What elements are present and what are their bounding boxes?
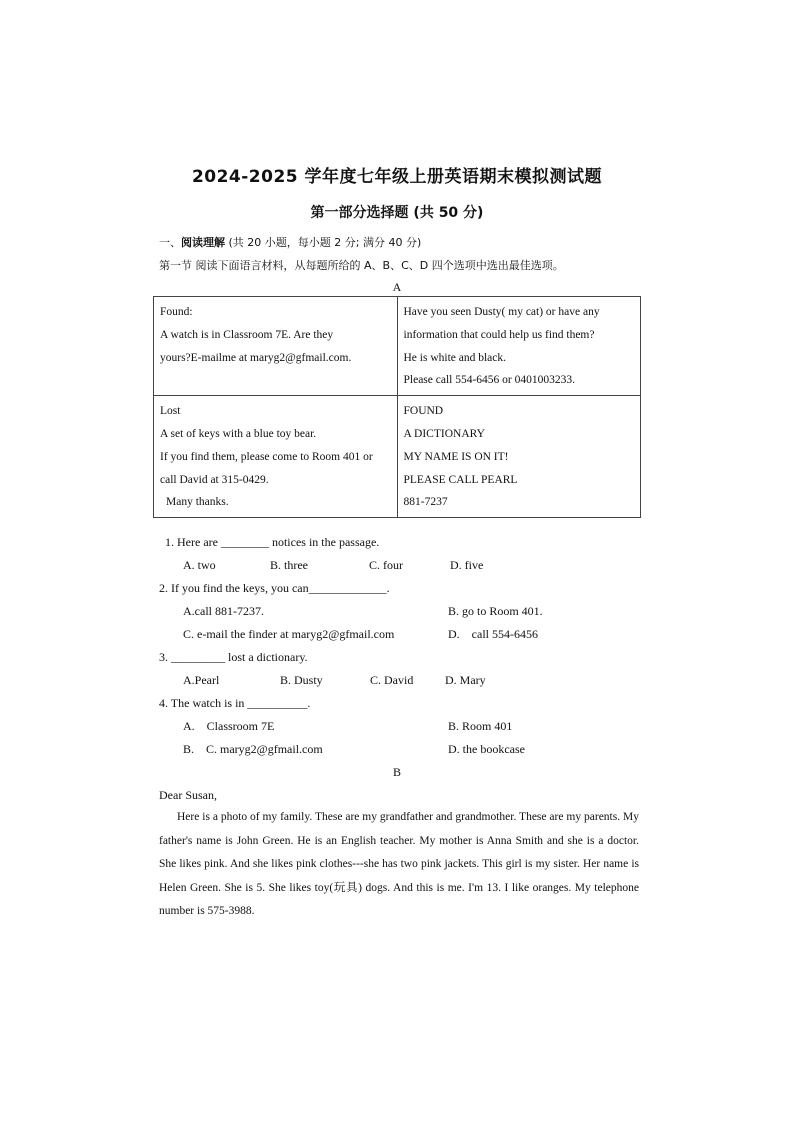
- question-2-option-c: C. e-mail the finder at maryg2@gfmail.com: [183, 627, 395, 641]
- question-4-option-c: B. C. maryg2@gfmail.com: [183, 742, 323, 756]
- notice-lost-keys: [154, 396, 398, 518]
- cell-line: yours?E-mailme at maryg2@gfmail.com.: [160, 351, 352, 364]
- table-row: [154, 297, 641, 396]
- cell-line: MY NAME IS ON IT!: [403, 450, 509, 463]
- cell-line: A watch is in Classroom 7E. Are they: [160, 328, 334, 341]
- cell-line: 881-7237: [403, 496, 448, 509]
- notice-found-watch: [154, 297, 398, 396]
- page-title: 2024-2025 学年度七年级上册英语期末模拟测试题: [191, 167, 603, 187]
- cell-line: Found:: [160, 306, 193, 318]
- question-1-option-b: B. three: [270, 558, 308, 572]
- section-heading: [159, 234, 421, 250]
- question-4-option-a: A. Classroom 7E: [183, 719, 275, 733]
- cell-line: Lost: [160, 405, 181, 418]
- cell-line: call David at 315-0429.: [160, 473, 269, 486]
- question-3-option-d: D. Mary: [445, 673, 486, 687]
- cell-line: Have you seen Dusty( my cat) or have any: [403, 306, 600, 318]
- section-subtitle: 第一部分选择题 (共 50 分): [310, 205, 484, 221]
- question-3-option-b: B. Dusty: [280, 673, 323, 687]
- cell-line: Please call 554-6456 or 0401003233.: [403, 374, 576, 387]
- cell-line: Many thanks.: [166, 496, 229, 509]
- question-2-stem: 2. If you find the keys, you can_____________.: [159, 581, 390, 595]
- question-1-option-c: C. four: [369, 558, 403, 572]
- letter-greeting: Dear Susan,: [159, 788, 217, 802]
- cell-line: FOUND: [403, 405, 444, 418]
- section-instruction: 第一节 阅读下面语言材料，从每题所给的 A、B、C、D 四个选项中选出最佳选项。: [159, 259, 564, 272]
- cell-line: If you find them, please come to Room 401 or: [160, 450, 373, 463]
- question-4-option-d: D. the bookcase: [448, 742, 525, 756]
- letter-body: Here is a photo of my family. These are my grandfather and grandmother. These are my parents. My father's name is John Green. He is an English teacher. My mother is Anna Smith and she is a doctor. She likes pink. And she likes pink clothes---she has two pink jackets. This girl is my sister. Her name is Helen Green. She is 5. She likes toy(玩具) dogs. And this is me. I'm 13. I like oranges. My telephone number is 575-3988.: [159, 811, 639, 918]
- question-3-option-a: A.Pearl: [183, 673, 220, 687]
- passage-b-label: B: [392, 765, 401, 779]
- cell-line: A set of keys with a blue toy bear.: [160, 427, 317, 440]
- notice-found-dictionary: [397, 396, 641, 518]
- question-2-option-b: B. go to Room 401.: [448, 604, 543, 618]
- question-1-option-d: D. five: [450, 558, 484, 572]
- question-4-stem: 4. The watch is in __________.: [159, 696, 311, 710]
- cell-line: He is white and black.: [403, 351, 507, 364]
- notices-table: [153, 296, 641, 518]
- section-heading-prefix: 一、: [159, 236, 181, 249]
- question-2-option-a: A.call 881-7237.: [183, 604, 264, 618]
- question-1-option-a: A. two: [183, 558, 216, 572]
- cell-line: information that could help us find them?: [403, 328, 595, 341]
- question-3-option-c: C. David: [370, 673, 414, 687]
- question-3-stem: 3. _________ lost a dictionary.: [159, 650, 308, 664]
- cell-line: PLEASE CALL PEARL: [403, 473, 518, 486]
- question-4-option-b: B. Room 401: [448, 719, 513, 733]
- passage-a-label: A: [392, 280, 402, 294]
- cell-line: A DICTIONARY: [403, 427, 485, 440]
- section-heading-rest: (共 20 小题，每小题 2 分; 满分 40 分): [225, 236, 422, 249]
- question-1-stem: 1. Here are ________ notices in the passage.: [165, 535, 380, 549]
- question-2-option-d: D. call 554-6456: [448, 627, 538, 641]
- section-heading-bold: 阅读理解: [181, 236, 225, 249]
- table-row: [154, 396, 641, 518]
- notice-lost-cat: [397, 297, 641, 396]
